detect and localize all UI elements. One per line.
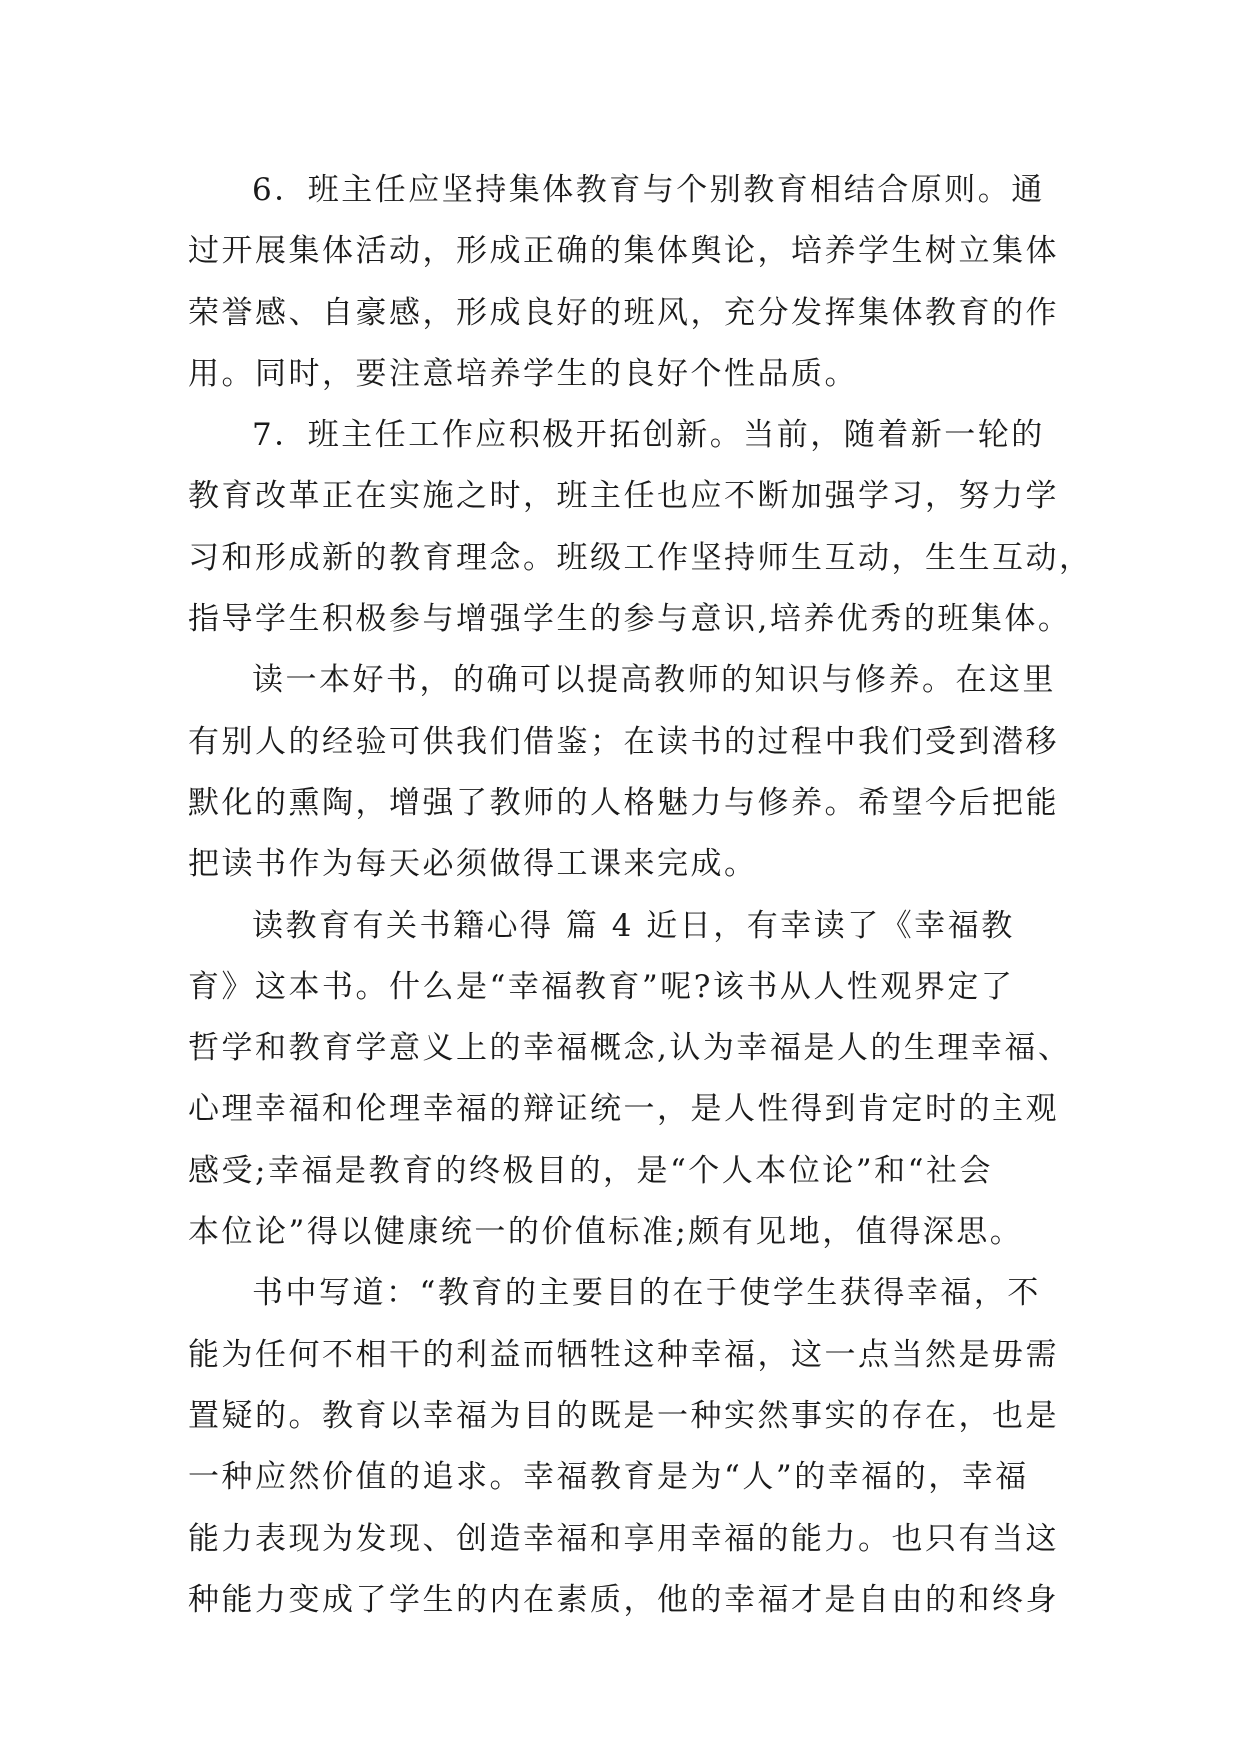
paragraph-first-line: 6．班主任应坚持集体教育与个别教育相结合原则。通 xyxy=(252,172,1045,208)
paragraph-line: 本位论”得以健康统一的价值标准;颇有见地，值得深思。 xyxy=(188,1214,1024,1251)
paragraph-line: 习和形成新的教育理念。班级工作坚持师生互动，生生互动， xyxy=(188,539,1093,576)
paragraph-line: 一种应然价值的追求。幸福教育是为“人”的幸福的，幸福 xyxy=(188,1459,1029,1496)
paragraph-line: 过开展集体活动，形成正确的集体舆论，培养学生树立集体 xyxy=(188,233,1059,270)
paragraph-line: 把读书作为每天必须做得工课来完成。 xyxy=(188,846,758,883)
paragraph-line: 默化的熏陶，增强了教师的人格魅力与修养。希望今后把能 xyxy=(188,784,1059,821)
document-body xyxy=(188,160,1093,1631)
paragraph-line: 用。同时，要注意培养学生的良好个性品质。 xyxy=(188,355,858,392)
paragraph-line: 能为任何不相干的利益而牺牲这种幸福，这一点当然是毋需 xyxy=(188,1336,1059,1373)
paragraph-line: 置疑的。教育以幸福为目的既是一种实然事实的存在，也是 xyxy=(188,1397,1059,1434)
paragraph-first-line: 7．班主任工作应积极开拓创新。当前，随着新一轮的 xyxy=(252,417,1045,454)
paragraph-line: 指导学生积极参与增强学生的参与意识,培养优秀的班集体。 xyxy=(188,601,1072,638)
paragraph-line: 哲学和教育学意义上的幸福概念,认为幸福是人的生理幸福、 xyxy=(188,1030,1072,1067)
paragraph-line: 心理幸福和伦理幸福的辩证统一，是人性得到肯定时的主观 xyxy=(188,1091,1059,1128)
paragraph-line: 能力表现为发现、创造幸福和享用幸福的能力。也只有当这 xyxy=(188,1520,1059,1557)
paragraph-line: 有别人的经验可供我们借鉴；在读书的过程中我们受到潜移 xyxy=(188,723,1059,760)
paragraph-first-line: 读教育有关书籍心得 篇 4 近日，有幸读了《幸福教 xyxy=(252,907,1015,944)
paragraph-line: 育》这本书。什么是“幸福教育”呢?该书从人性观界定了 xyxy=(188,968,1015,1005)
paragraph-line: 种能力变成了学生的内在素质，他的幸福才是自由的和终身 xyxy=(188,1581,1059,1618)
paragraph-first-line: 读一本好书，的确可以提高教师的知识与修养。在这里 xyxy=(252,662,1056,699)
paragraph-line: 教育改革正在实施之时，班主任也应不断加强学习，努力学 xyxy=(188,478,1059,515)
paragraph-first-line: 书中写道：“教育的主要目的在于使学生获得幸福，不 xyxy=(252,1275,1041,1312)
paragraph-line: 荣誉感、自豪感，形成良好的班风，充分发挥集体教育的作 xyxy=(188,294,1059,331)
paragraph-line: 感受;幸福是教育的终极目的，是“个人本位论”和“社会 xyxy=(188,1152,993,1189)
